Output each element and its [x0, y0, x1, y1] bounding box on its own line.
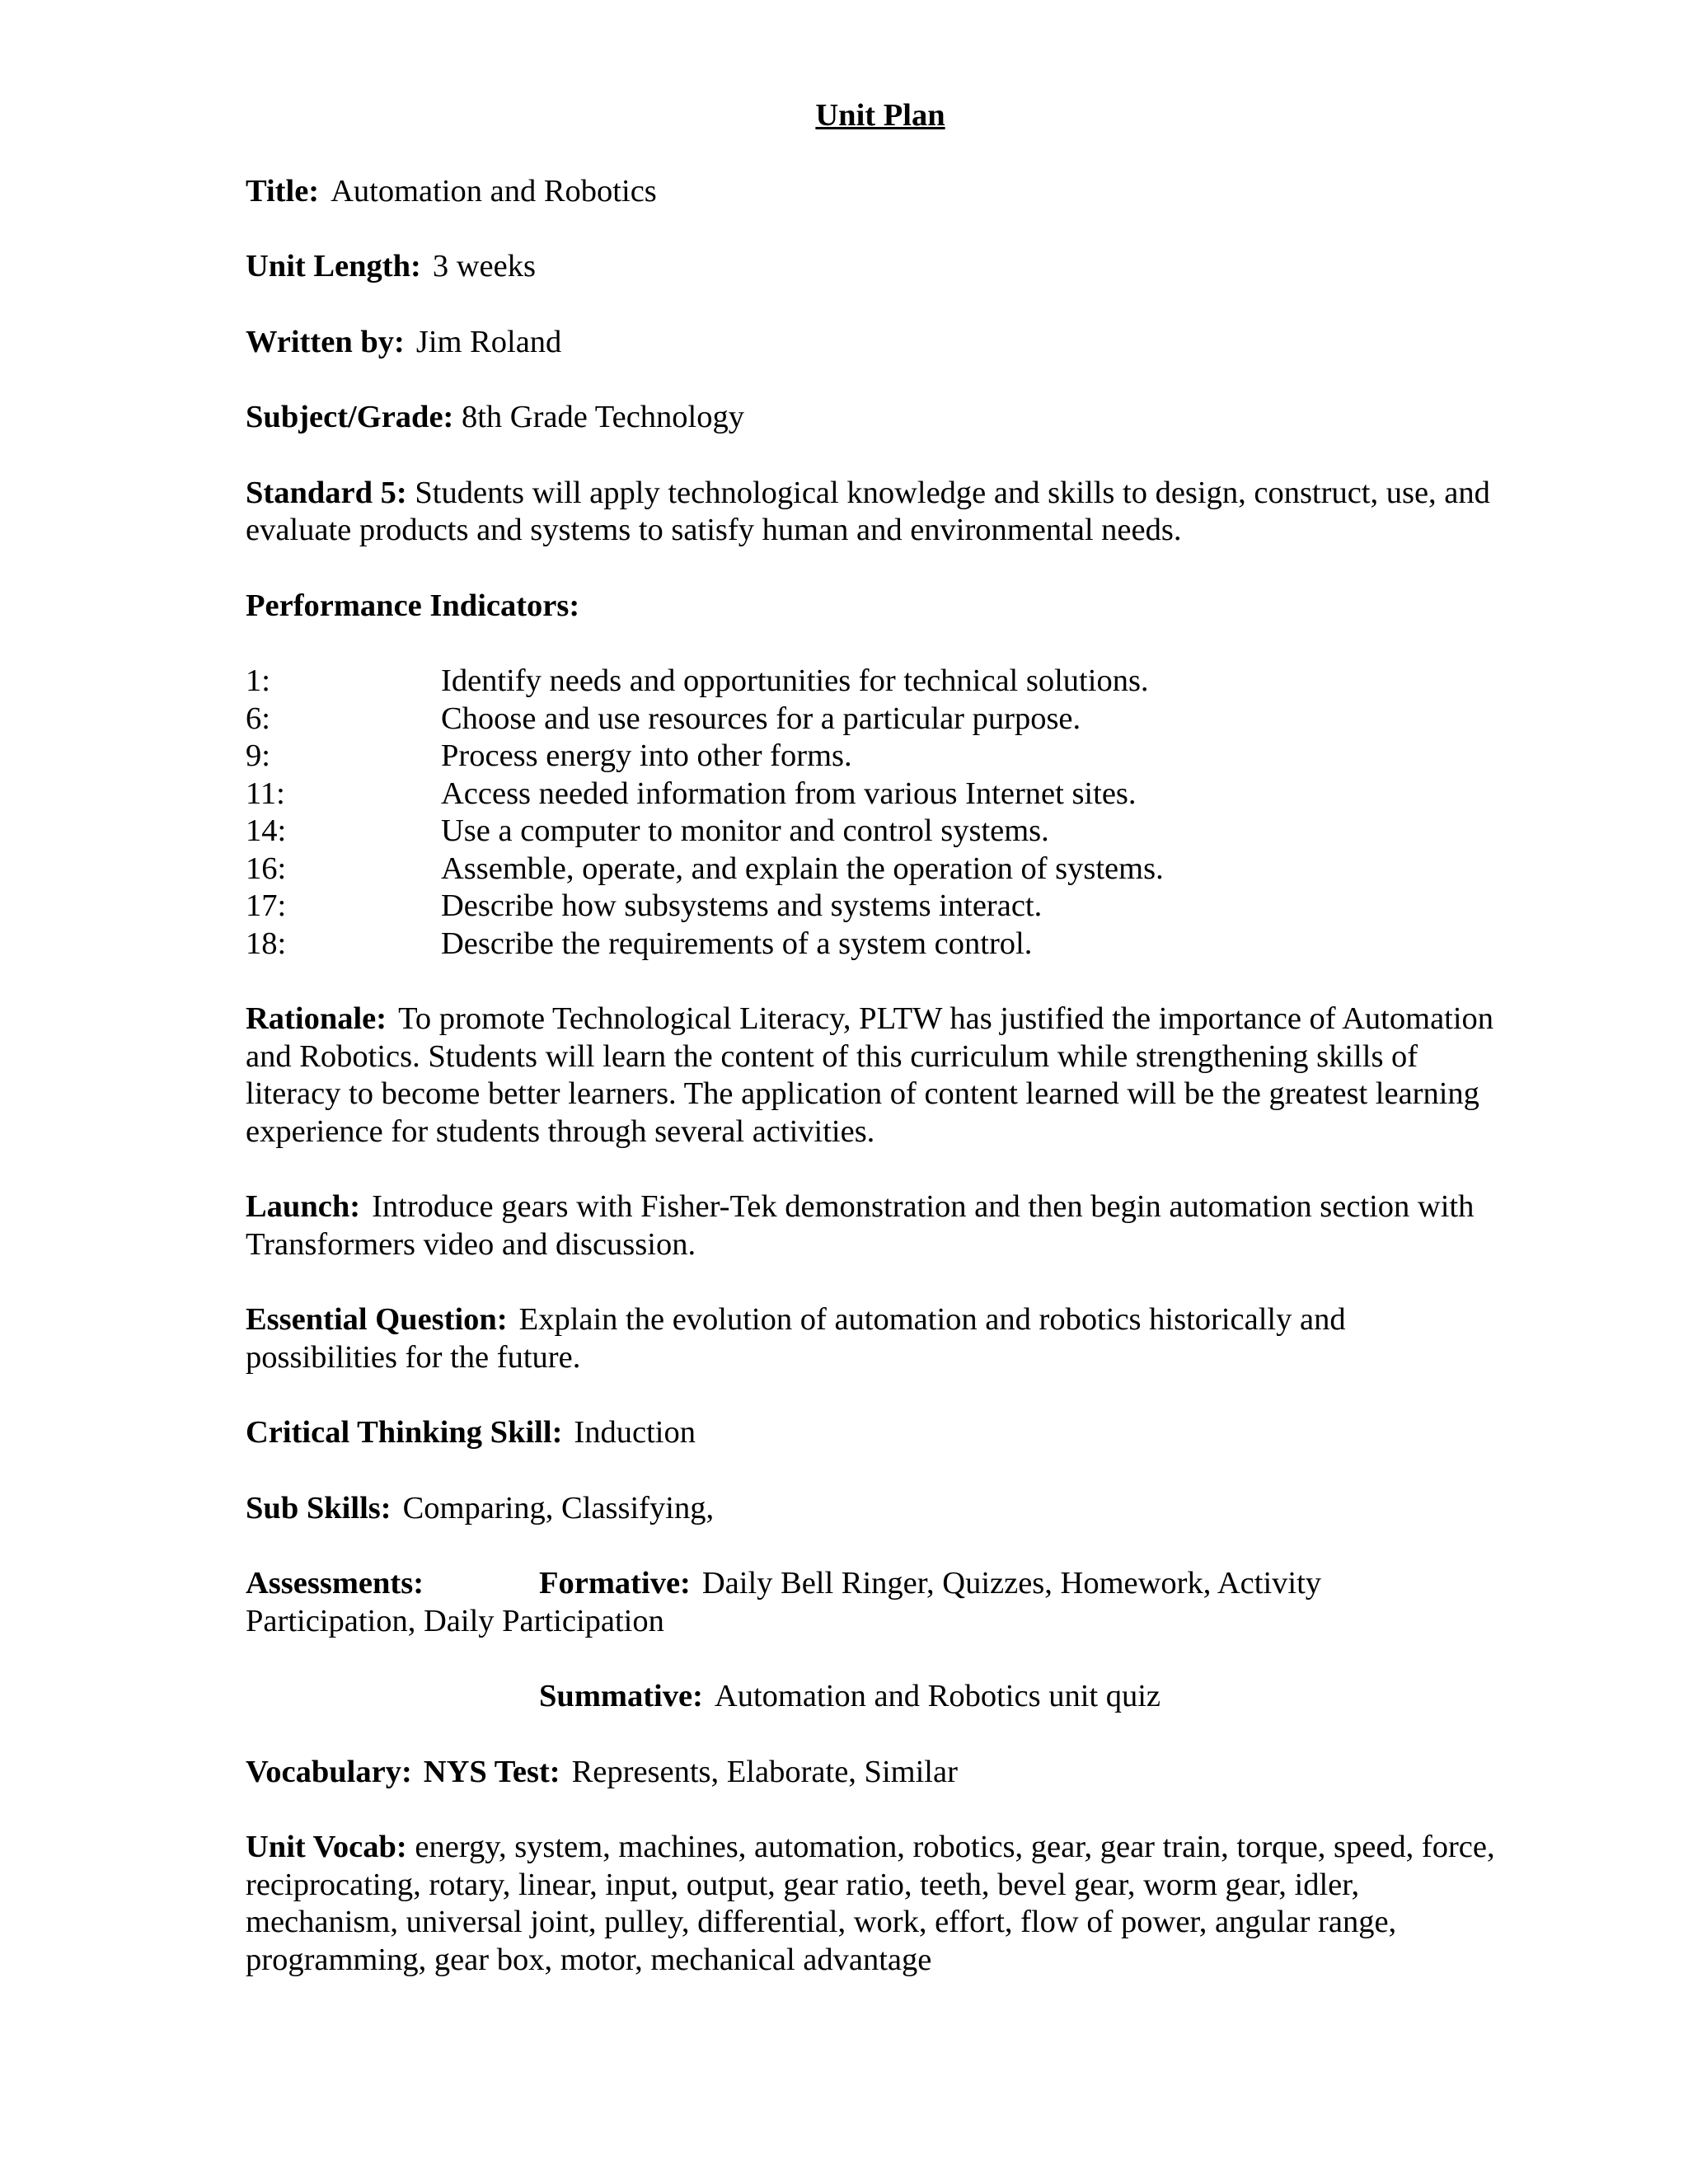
indicator-text: Process energy into other forms. [441, 738, 852, 773]
indicator-number: 16: [246, 851, 287, 886]
rationale-value: To promote Technological Literacy, PLTW has justified the importance of Automation and Robotics. Students will learn the content of this curriculum while strengthening skills of literacy to become better learners. The application of content learned will be the greatest learning experience for students through several activities. [246, 1001, 1494, 1149]
essential-question-value: Explain the evolution of automation and robotics historically and possibilities for the future. [246, 1302, 1346, 1375]
indicator-number: 14: [246, 813, 287, 848]
indicator-text: Use a computer to monitor and control systems. [441, 813, 1049, 848]
list-item [246, 738, 1498, 776]
indicator-number: 6: [246, 701, 270, 736]
unit-length-field [246, 248, 1498, 286]
document-title: Unit Plan [815, 98, 945, 133]
formative-value: Daily Bell Ringer, Quizzes, Homework, Activity Participation, Daily Participation [246, 1566, 1322, 1638]
critical-thinking-value: Induction [574, 1415, 696, 1450]
sub-skills-value: Comparing, Classifying, [402, 1490, 715, 1526]
unit-length-label: Unit Length: [246, 249, 421, 284]
indicator-text: Describe the requirements of a system control. [441, 926, 1033, 961]
subject-grade-field [246, 399, 1498, 437]
essential-question-field [246, 1301, 1498, 1376]
launch-label: Launch: [246, 1189, 361, 1224]
indicator-text: Access needed information from various Internet sites. [441, 776, 1137, 811]
summative-label: Summative: [539, 1679, 703, 1713]
critical-thinking-label: Critical Thinking Skill: [246, 1415, 563, 1450]
rationale-field [246, 1001, 1498, 1151]
list-item [246, 926, 1498, 963]
summative-value: Automation and Robotics unit quiz [714, 1679, 1160, 1713]
essential-question-label: Essential Question: [246, 1302, 508, 1337]
nys-test-value: Represents, Elaborate, Similar [571, 1754, 958, 1789]
standard-field [246, 475, 1498, 550]
unit-vocab-label: Unit Vocab: [246, 1830, 407, 1864]
performance-indicators-list [246, 663, 1498, 963]
list-item [246, 813, 1498, 851]
standard-value: Students will apply technological knowledge and skills to design, construct, use, and evaluate products and systems to satisfy human and environmental needs. [246, 475, 1490, 547]
list-item [246, 701, 1498, 738]
subject-grade-value: 8th Grade Technology [461, 400, 744, 434]
list-item [246, 776, 1498, 813]
indicator-text: Identify needs and opportunities for technical solutions. [441, 663, 1149, 698]
unit-vocab-value: energy, system, machines, automation, robotics, gear, gear train, torque, speed, force, reciprocating, rotary, linear, input, output, gear ratio, teeth, bevel gear, worm gear, idler, mechanism, universal joint, pulley, differential, work, effort, flow of power, angular range, programming, gear box, motor, mechanical advantage [246, 1830, 1495, 1977]
title-label: Title: [246, 173, 320, 209]
written-by-label: Written by: [246, 324, 405, 359]
vocabulary-label: Vocabulary: [246, 1754, 412, 1789]
indicator-number: 17: [246, 888, 287, 923]
indicator-number: 11: [246, 776, 285, 811]
nys-test-label: NYS Test: [423, 1754, 560, 1789]
title-value: Automation and Robotics [331, 173, 657, 209]
performance-indicators-heading: Performance Indicators: [246, 588, 580, 623]
formative-label: Formative: [539, 1566, 691, 1601]
indicator-text: Assemble, operate, and explain the operation of systems. [441, 851, 1164, 886]
launch-field [246, 1188, 1498, 1263]
unit-length-value: 3 weeks [432, 249, 536, 284]
indicator-number: 9: [246, 738, 270, 773]
document-page [246, 97, 1498, 2017]
launch-value: Introduce gears with Fisher-Tek demonstration and then begin automation section with Transformers video and discussion. [246, 1189, 1475, 1262]
assessments-label: Assessments: [246, 1566, 424, 1601]
indicator-number: 18: [246, 926, 287, 961]
written-by-value: Jim Roland [415, 324, 562, 359]
title-field [246, 173, 1498, 211]
list-item [246, 663, 1498, 701]
sub-skills-label: Sub Skills: [246, 1490, 392, 1526]
vocabulary-field [246, 1754, 1498, 1792]
unit-vocab-field [246, 1829, 1498, 1979]
written-by-field [246, 324, 1498, 362]
sub-skills-field [246, 1490, 1498, 1528]
subject-grade-label: Subject/Grade: [246, 400, 454, 434]
rationale-label: Rationale: [246, 1001, 387, 1036]
list-item [246, 851, 1498, 888]
list-item [246, 888, 1498, 926]
summative-field [246, 1678, 1498, 1716]
assessments-field [246, 1565, 1498, 1640]
indicator-text: Choose and use resources for a particular purpose. [441, 701, 1081, 736]
indicator-number: 1: [246, 663, 270, 698]
indicator-text: Describe how subsystems and systems interact. [441, 888, 1043, 923]
critical-thinking-field [246, 1414, 1498, 1452]
standard-label: Standard 5: [246, 475, 407, 510]
